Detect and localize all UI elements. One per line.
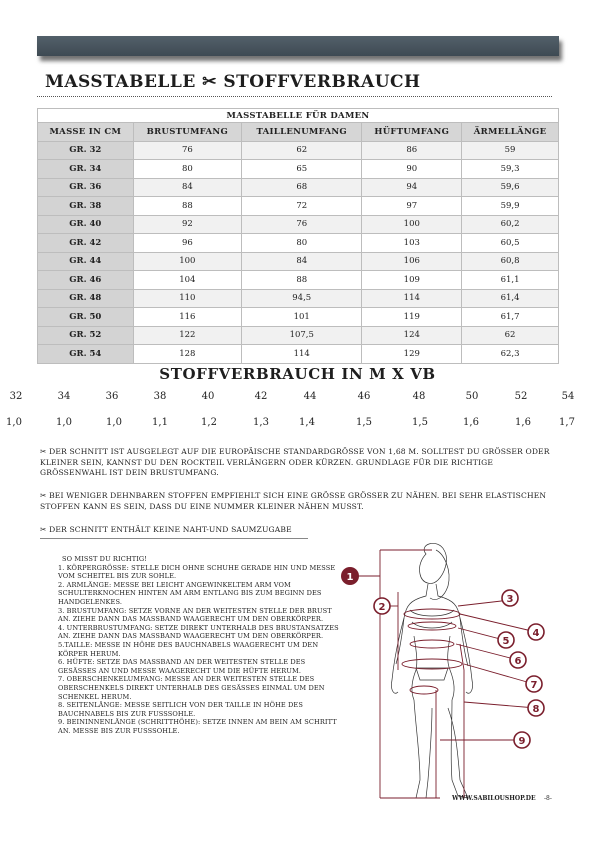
table-cell: 92 bbox=[133, 215, 241, 234]
table-cell: 122 bbox=[133, 326, 241, 345]
size-label-cell: GR. 54 bbox=[38, 345, 134, 364]
table-cell: 59,3 bbox=[462, 160, 559, 179]
table-row bbox=[38, 141, 559, 160]
table-row bbox=[38, 197, 559, 216]
table-cell: 86 bbox=[362, 141, 462, 160]
page-title: MASSTABELLE ✂ STOFFVERBRAUCH bbox=[45, 72, 421, 92]
table-cell: 80 bbox=[133, 160, 241, 179]
body-measurement-figure bbox=[340, 540, 580, 805]
table-cell: 110 bbox=[133, 289, 241, 308]
table-cell: 84 bbox=[133, 178, 241, 197]
note-paragraph: ✂ DER SCHNITT ENTHÄLT KEINE NAHT-UND SAUMZUGABE bbox=[40, 525, 292, 534]
table-cell: 76 bbox=[133, 141, 241, 160]
table-cell: 119 bbox=[362, 308, 462, 327]
table-cell: 80 bbox=[242, 234, 362, 253]
table-cell: 124 bbox=[362, 326, 462, 345]
table-cell: 103 bbox=[362, 234, 462, 253]
table-cell: 72 bbox=[242, 197, 362, 216]
measuring-step: 6. HÜFTE: SETZE DAS MASSBAND AN DER WEITESTEN STELLE DES GESÄSSES AN UND MESSE WAAGERECHT UM DIE HÜFTE HERUM. bbox=[58, 658, 306, 675]
table-cell: 61,7 bbox=[462, 308, 559, 327]
consumption-value: 1,4 bbox=[299, 417, 315, 428]
size-table bbox=[37, 108, 559, 364]
table-caption: MASSTABELLE FÜR DAMEN bbox=[38, 109, 559, 123]
svg-text:8: 8 bbox=[532, 704, 540, 715]
table-cell: 59,9 bbox=[462, 197, 559, 216]
table-row bbox=[38, 178, 559, 197]
table-cell: 97 bbox=[362, 197, 462, 216]
column-header: HÜFTUMFANG bbox=[362, 123, 462, 142]
consumption-size: 50 bbox=[465, 391, 479, 402]
table-cell: 101 bbox=[242, 308, 362, 327]
svg-text:6: 6 bbox=[514, 656, 522, 667]
figure-marker-1 bbox=[341, 567, 359, 585]
size-label-cell: GR. 38 bbox=[38, 197, 134, 216]
header-bar bbox=[37, 36, 559, 56]
consumption-value: 1,0 bbox=[6, 417, 22, 428]
table-row bbox=[38, 234, 559, 253]
consumption-value: 1,5 bbox=[356, 417, 372, 428]
table-cell: 59 bbox=[462, 141, 559, 160]
table-cell: 90 bbox=[362, 160, 462, 179]
table-cell: 100 bbox=[362, 215, 462, 234]
table-row bbox=[38, 289, 559, 308]
size-label-cell: GR. 34 bbox=[38, 160, 134, 179]
consumption-size: 48 bbox=[412, 391, 426, 402]
table-cell: 114 bbox=[362, 289, 462, 308]
column-header: BRUSTUMFANG bbox=[133, 123, 241, 142]
table-cell: 116 bbox=[133, 308, 241, 327]
table-cell: 107,5 bbox=[242, 326, 362, 345]
table-row bbox=[38, 326, 559, 345]
figure-marker-2 bbox=[374, 598, 390, 614]
table-cell: 88 bbox=[242, 271, 362, 290]
table-row bbox=[38, 252, 559, 271]
svg-text:4: 4 bbox=[532, 628, 540, 639]
table-cell: 114 bbox=[242, 345, 362, 364]
footer-url: WWW.SABILOUSHOP.DE bbox=[452, 795, 536, 802]
column-header: TAILLENUMFANG bbox=[242, 123, 362, 142]
consumption-value: 1,3 bbox=[253, 417, 269, 428]
consumption-size: 38 bbox=[153, 391, 167, 402]
measuring-step: 9. BEININNENLÄNGE (SCHRITTHÖHE): SETZE INNEN AM BEIN AM SCHRITT AN. MESSE BIS ZUR FUSSSOHLE. bbox=[58, 718, 337, 735]
table-header-row bbox=[38, 123, 559, 142]
table-cell: 76 bbox=[242, 215, 362, 234]
table-row bbox=[38, 271, 559, 290]
consumption-values-row bbox=[0, 417, 595, 431]
figure-marker-3 bbox=[502, 590, 518, 606]
consumption-value: 1,6 bbox=[463, 417, 479, 428]
table-row bbox=[38, 345, 559, 364]
consumption-size: 32 bbox=[9, 391, 23, 402]
consumption-size: 44 bbox=[303, 391, 317, 402]
measuring-step: 4. UNTERBRUSTUMFANG: SETZE DIREKT UNTERHALB DES BRUSTANSATZES AN. ZIEHE DANN DAS MASSBAND WAAGERECHT UM DEN OBERKÖRPER. bbox=[58, 623, 339, 641]
table-cell: 68 bbox=[242, 178, 362, 197]
title-divider bbox=[37, 96, 552, 97]
svg-text:1: 1 bbox=[346, 572, 354, 583]
table-row bbox=[38, 308, 559, 327]
note-underline bbox=[40, 538, 308, 539]
table-cell: 100 bbox=[133, 252, 241, 271]
note-paragraph: ✂ BEI WENIGER DEHNBAREN STOFFEN EMPFIEHLT SICH EINE GRÖSSE GRÖSSER ZU NÄHEN. BEI SEHR ELASTISCHEN STOFFEN KANN ES SEIN, DASS DU EINE NUMMER KLEINER NÄHEN MUSST. bbox=[40, 491, 547, 511]
table-cell: 88 bbox=[133, 197, 241, 216]
consumption-size: 42 bbox=[254, 391, 268, 402]
table-cell: 60,2 bbox=[462, 215, 559, 234]
size-label-cell: GR. 48 bbox=[38, 289, 134, 308]
figure-marker-6 bbox=[510, 652, 526, 668]
size-label-cell: GR. 52 bbox=[38, 326, 134, 345]
measuring-step: 7. OBERSCHENKELUMFANG: MESSE AN DER WEITESTEN STELLE DES OBERSCHENKELS DIREKT UNTERHALB DES GESÄSSES EINMAL UM DEN SCHENKEL HERUM. bbox=[58, 675, 325, 701]
table-cell: 61,4 bbox=[462, 289, 559, 308]
table-cell: 104 bbox=[133, 271, 241, 290]
size-label-cell: GR. 32 bbox=[38, 141, 134, 160]
consumption-size: 36 bbox=[105, 391, 119, 402]
table-cell: 106 bbox=[362, 252, 462, 271]
consumption-title: STOFFVERBRAUCH IN M X VB bbox=[159, 365, 436, 383]
table-cell: 62 bbox=[242, 141, 362, 160]
consumption-size: 46 bbox=[357, 391, 371, 402]
column-header: MASSE IN CM bbox=[38, 123, 134, 142]
table-cell: 62,3 bbox=[462, 345, 559, 364]
figure-marker-4 bbox=[528, 624, 544, 640]
table-cell: 60,5 bbox=[462, 234, 559, 253]
measuring-step: 3. BRUSTUMFANG: SETZE VORNE AN DER WEITESTEN STELLE DER BRUST AN. ZIEHE DANN DAS MASSBAND WAAGERECHT UM DEN OBERKÖRPER. bbox=[58, 606, 332, 624]
figure-marker-5 bbox=[498, 632, 514, 648]
consumption-size: 40 bbox=[201, 391, 215, 402]
size-label-cell: GR. 50 bbox=[38, 308, 134, 327]
note-paragraph: ✂ DER SCHNITT IST AUSGELEGT AUF DIE EUROPÄISCHE STANDARDGRÖSSE VON 1,68 M. SOLLTEST DU GRÖSSER ODER KLEINER SEIN, KANNST DU DEN ROCKTEIL VERLÄNGERN ODER KÜRZEN. GRUNDLAGE FÜR DIE RICHTIGE GRÖSSENWAHL IST DEIN BRUSTUMFANG. bbox=[40, 447, 550, 477]
table-cell: 84 bbox=[242, 252, 362, 271]
consumption-value: 1,6 bbox=[515, 417, 531, 428]
page-number: -8- bbox=[544, 795, 552, 802]
consumption-value: 1,2 bbox=[201, 417, 217, 428]
measuring-step: 8. SEITENLÄNGE: MESSE SEITLICH VON DER TAILLE IN HÖHE DES BAUCHNABELS BIS ZUR FUSSSOHLE. bbox=[58, 701, 303, 718]
figure-marker-7 bbox=[526, 676, 542, 692]
size-label-cell: GR. 46 bbox=[38, 271, 134, 290]
measuring-guide bbox=[58, 555, 343, 735]
table-cell: 94 bbox=[362, 178, 462, 197]
table-cell: 65 bbox=[242, 160, 362, 179]
table-cell: 60,8 bbox=[462, 252, 559, 271]
consumption-size: 54 bbox=[561, 391, 575, 402]
consumption-value: 1,5 bbox=[412, 417, 428, 428]
measuring-step: 1. KÖRPERGRÖSSE: STELLE DICH OHNE SCHUHE GERADE HIN UND MESSE VOM SCHEITEL BIS ZUR SOHLE. bbox=[58, 563, 336, 581]
size-label-cell: GR. 44 bbox=[38, 252, 134, 271]
table-cell: 109 bbox=[362, 271, 462, 290]
table-cell: 94,5 bbox=[242, 289, 362, 308]
size-label-cell: GR. 40 bbox=[38, 215, 134, 234]
measuring-step: 2. ARMLÄNGE: MESSE BEI LEICHT ANGEWINKELTEM ARM VOM SCHULTERKNOCHEN HINTEN AM ARM ENTLANG BIS ZUM BEGINN DES HANDGELENKES. bbox=[58, 580, 322, 606]
table-row bbox=[38, 160, 559, 179]
svg-text:5: 5 bbox=[502, 636, 510, 647]
svg-text:3: 3 bbox=[506, 594, 514, 605]
column-header: ÄRMELLÄNGE bbox=[462, 123, 559, 142]
table-cell: 129 bbox=[362, 345, 462, 364]
table-cell: 61,1 bbox=[462, 271, 559, 290]
consumption-value: 1,1 bbox=[152, 417, 168, 428]
figure-marker-8 bbox=[528, 700, 544, 716]
svg-text:2: 2 bbox=[378, 602, 386, 613]
figure-marker-9 bbox=[514, 732, 530, 748]
table-cell: 128 bbox=[133, 345, 241, 364]
table-cell: 62 bbox=[462, 326, 559, 345]
table-cell: 96 bbox=[133, 234, 241, 253]
size-label-cell: GR. 36 bbox=[38, 178, 134, 197]
svg-text:9: 9 bbox=[518, 736, 526, 747]
consumption-sizes-row bbox=[0, 391, 595, 405]
measuring-step: 5.TAILLE: MESSE IN HÖHE DES BAUCHNABELS WAAGERECHT UM DEN KÖRPER HERUM. bbox=[58, 640, 319, 658]
consumption-value: 1,0 bbox=[56, 417, 72, 428]
table-cell: 59,6 bbox=[462, 178, 559, 197]
table-row bbox=[38, 215, 559, 234]
size-label-cell: GR. 42 bbox=[38, 234, 134, 253]
consumption-size: 34 bbox=[57, 391, 71, 402]
measuring-guide-heading: SO MISST DU RICHTIG! bbox=[62, 555, 148, 563]
svg-text:7: 7 bbox=[530, 680, 538, 691]
consumption-value: 1,0 bbox=[106, 417, 122, 428]
consumption-value: 1,7 bbox=[559, 417, 575, 428]
consumption-size: 52 bbox=[514, 391, 528, 402]
